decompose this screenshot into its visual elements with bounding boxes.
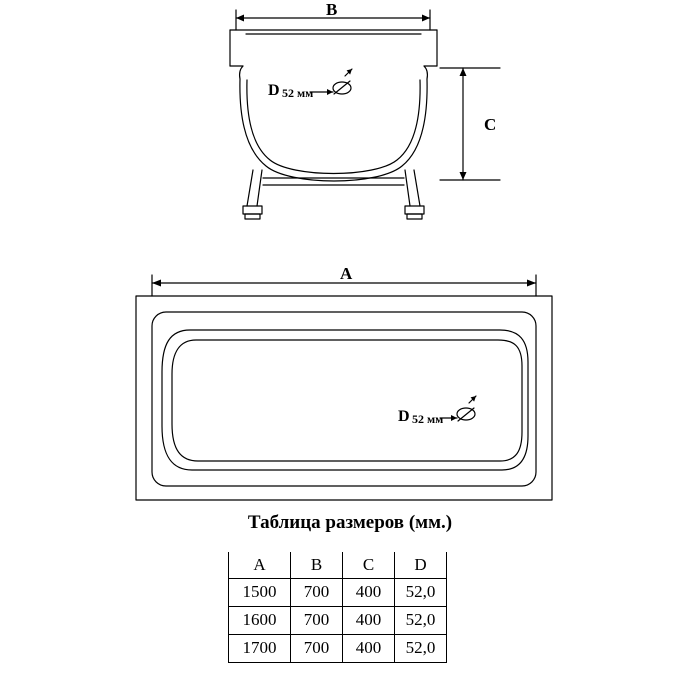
table-header-d: D [395,552,447,579]
drain-label-d-cross-section: D [268,82,280,99]
cell-b: 700 [291,607,343,635]
table-header-b: B [291,552,343,579]
cell-a: 1600 [229,607,291,635]
dimensions-table [228,552,447,663]
table-row [229,635,447,663]
cell-d: 52,0 [395,607,447,635]
dimension-label-b: B [326,0,338,19]
cell-a: 1500 [229,579,291,607]
drain-label-d-plan: D [398,408,410,425]
cell-d: 52,0 [395,579,447,607]
dimension-label-c: C [484,115,497,134]
drain-size-plan: 52 мм [412,412,444,426]
table-row [229,607,447,635]
plan-view [136,275,552,500]
cell-a: 1700 [229,635,291,663]
cell-c: 400 [343,607,395,635]
table-header-c: C [343,552,395,579]
cross-section-view [230,10,500,219]
cell-d: 52,0 [395,635,447,663]
cell-b: 700 [291,635,343,663]
table-header-a: A [229,552,291,579]
dimensions-table-title: Таблица размеров (мм.) [247,512,453,533]
dimension-label-a: A [340,264,353,283]
cell-c: 400 [343,579,395,607]
cell-c: 400 [343,635,395,663]
table-row [229,579,447,607]
cell-b: 700 [291,579,343,607]
drain-size-cross-section: 52 мм [282,86,314,100]
table-header-row [229,552,447,579]
